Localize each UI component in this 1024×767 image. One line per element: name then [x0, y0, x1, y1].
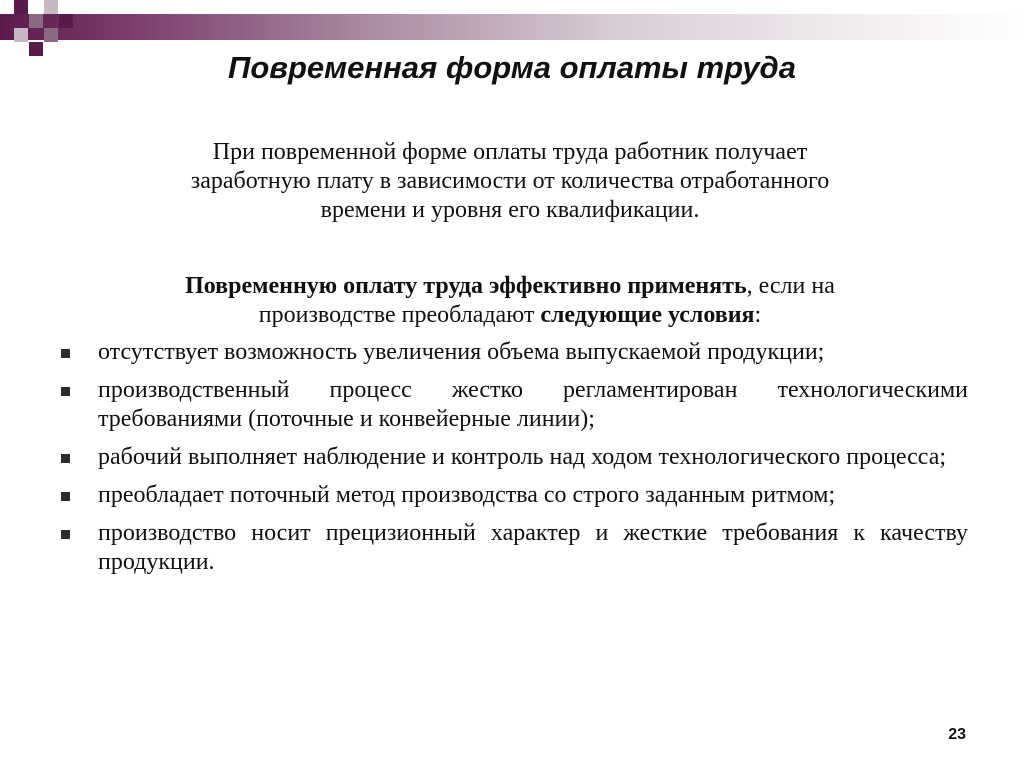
square-bullet-icon	[61, 492, 70, 501]
list-item-text: производственный процесс жестко регламентирован технологическими требованиями (поточные и конвейерные линии);	[98, 377, 968, 432]
list-item	[58, 519, 968, 577]
page-number: 23	[948, 726, 966, 743]
deco-square-icon	[29, 14, 43, 28]
list-item-text: преобладает поточный метод производства со строго заданным ритмом;	[98, 482, 836, 508]
intro-line: При повременной форме оплаты труда работник получает	[212, 139, 808, 165]
condition-bold-text: Повременную оплату труда эффективно применять	[185, 273, 747, 299]
header-gradient-bar	[0, 14, 1024, 40]
deco-square-icon	[14, 0, 28, 14]
deco-square-icon	[44, 28, 58, 42]
intro-line: времени и уровня его квалификации.	[320, 197, 700, 223]
list-item-text: производство носит прецизионный характер и жесткие требования к качеству продукции.	[98, 520, 968, 575]
conditions-list	[58, 338, 968, 586]
square-bullet-icon	[61, 387, 70, 396]
deco-square-icon	[44, 0, 58, 14]
list-item-text: отсутствует возможность увеличения объема выпускаемой продукции;	[98, 339, 825, 365]
list-item	[58, 338, 968, 367]
square-bullet-icon	[61, 454, 70, 463]
condition-paragraph	[60, 272, 960, 330]
deco-square-icon	[14, 28, 28, 42]
intro-paragraph	[60, 138, 960, 225]
condition-bold-text: следующие условия	[540, 302, 755, 328]
intro-line: заработную плату в зависимости от количества отработанного	[190, 168, 830, 194]
list-item	[58, 376, 968, 434]
condition-text: :	[754, 302, 762, 328]
square-bullet-icon	[61, 530, 70, 539]
condition-text: производстве преобладают	[258, 302, 541, 328]
condition-text: , если на	[746, 273, 835, 299]
deco-square-icon	[59, 14, 73, 28]
list-item	[58, 481, 968, 510]
square-bullet-icon	[61, 349, 70, 358]
list-item-text: рабочий выполняет наблюдение и контроль над ходом технологического процесса;	[98, 444, 947, 470]
list-item	[58, 443, 968, 472]
slide-title: Повременная форма оплаты труда	[228, 50, 796, 85]
